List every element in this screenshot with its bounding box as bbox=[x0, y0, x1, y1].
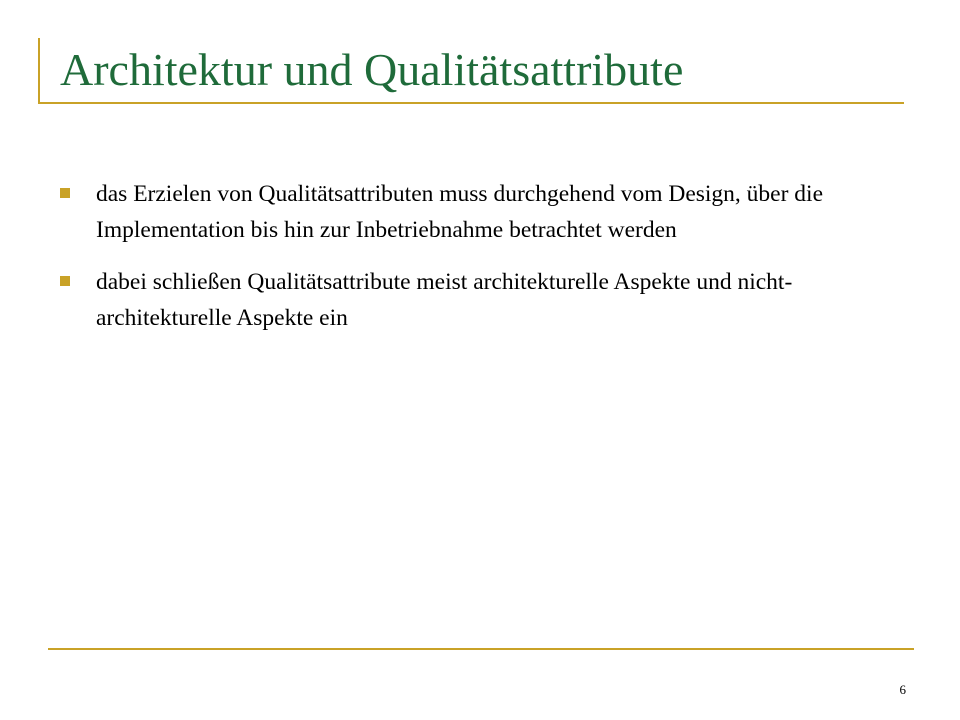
square-bullet-icon bbox=[60, 276, 70, 286]
bullet-list bbox=[56, 176, 846, 352]
bullet-text: dabei schließen Qualitätsattribute meist architekturelle Aspekte und nicht-architekturelle Aspekte ein bbox=[96, 269, 793, 331]
slide-title: Architektur und Qualitätsattribute bbox=[60, 44, 684, 95]
square-bullet-icon bbox=[60, 188, 70, 198]
bullet-text: das Erzielen von Qualitätsattributen muss durchgehend vom Design, über die Implementation bis hin zur Inbetriebnahme betrachtet werden bbox=[96, 181, 824, 243]
bullet-item bbox=[56, 176, 846, 248]
page-number: 6 bbox=[899, 682, 906, 697]
footer-divider bbox=[48, 648, 914, 650]
title-underline bbox=[38, 102, 904, 104]
bullet-item bbox=[56, 264, 846, 336]
title-accent-vertical-line bbox=[38, 38, 40, 102]
